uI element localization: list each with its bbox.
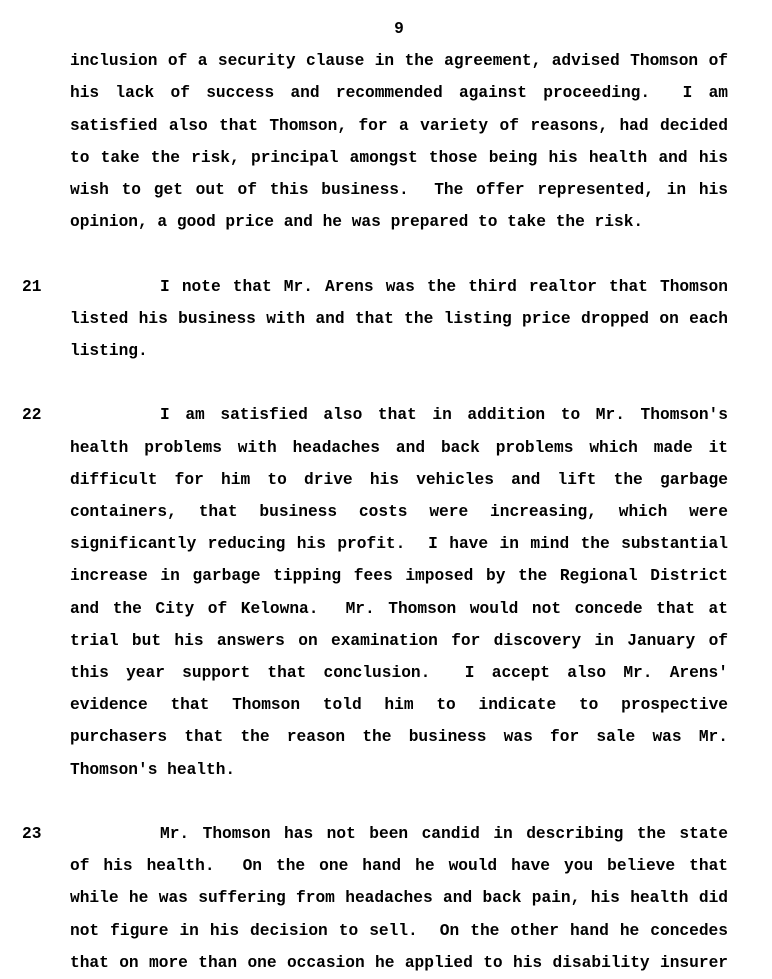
text-line: while he was suffering from headaches and back pain, his health did bbox=[70, 889, 728, 908]
text-line: listed his business with and that the listing price dropped on each bbox=[70, 309, 728, 328]
text-line: and the City of Kelowna. Mr. Thomson would not concede that at bbox=[70, 599, 728, 618]
text-line: evidence that Thomson told him to indicate to prospective bbox=[70, 696, 728, 715]
paragraph-21 bbox=[22, 271, 728, 368]
text-line: significantly reducing his profit. I have in mind the substantial bbox=[70, 535, 728, 554]
text-line: of his health. On the one hand he would have you believe that bbox=[70, 857, 728, 876]
text-line: I am satisfied also that in addition to Mr. Thomson's bbox=[160, 406, 728, 425]
text-line: wish to get out of this business. The offer represented, in his bbox=[70, 181, 728, 200]
page-number: 9 bbox=[394, 20, 404, 38]
paragraph-23 bbox=[22, 818, 728, 979]
paragraph-22 bbox=[22, 399, 728, 785]
text-line: that on more than one occasion he applied to his disability insurer bbox=[70, 953, 728, 972]
text-line: increase in garbage tipping fees imposed by the Regional District bbox=[70, 567, 728, 586]
text-line: health problems with headaches and back problems which made it bbox=[70, 438, 728, 457]
paragraph-number: 22 bbox=[22, 406, 42, 425]
text-line: difficult for him to drive his vehicles and lift the garbage bbox=[70, 470, 728, 489]
text-line: containers, that business costs were increasing, which were bbox=[70, 503, 728, 522]
text-line: his lack of success and recommended against proceeding. I am bbox=[70, 84, 728, 103]
text-line: opinion, a good price and he was prepared to take the risk. bbox=[70, 213, 644, 232]
paragraph-continuation bbox=[70, 45, 728, 238]
text-line: inclusion of a security clause in the agreement, advised Thomson of bbox=[70, 52, 728, 71]
text-line: to take the risk, principal amongst those being his health and his bbox=[70, 148, 728, 167]
text-line: Thomson's health. bbox=[70, 760, 236, 779]
text-line: listing. bbox=[70, 342, 148, 361]
text-line: purchasers that the reason the business was for sale was Mr. bbox=[70, 728, 728, 747]
text-line: Mr. Thomson has not been candid in describing the state bbox=[160, 825, 728, 844]
paragraph-number: 23 bbox=[22, 825, 42, 844]
text-line: satisfied also that Thomson, for a variety of reasons, had decided bbox=[70, 116, 728, 135]
text-line: I note that Mr. Arens was the third realtor that Thomson bbox=[160, 277, 728, 296]
text-line: this year support that conclusion. I accept also Mr. Arens' bbox=[70, 664, 728, 683]
text-line: trial but his answers on examination for discovery in January of bbox=[70, 631, 728, 650]
text-line: not figure in his decision to sell. On the other hand he concedes bbox=[70, 921, 728, 940]
paragraph-number: 21 bbox=[22, 277, 42, 296]
